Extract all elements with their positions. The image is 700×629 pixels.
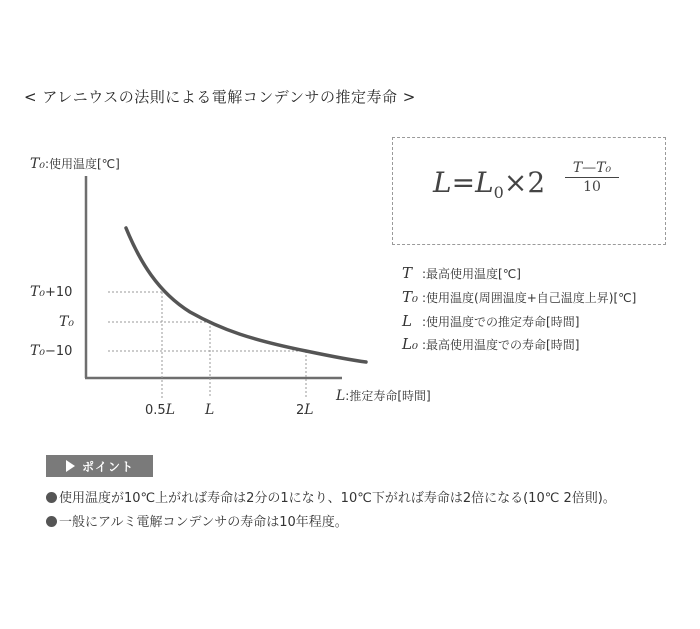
point-bullet-1: 使用温度が10℃上がれば寿命は2分の1になり、10℃下がれば寿命は2倍になる(10℃ 2倍則)。 [46, 487, 616, 506]
legend-item-t: T :最高使用温度[℃] [402, 264, 521, 282]
page-title: < アレニウスの法則による電解コンデンサの推定寿命 > [24, 88, 416, 106]
formula-eq: = [451, 166, 476, 199]
x-axis-label: L:推定寿命[時間] [336, 388, 431, 404]
y-axis-label: T₀:使用温度[℃] [30, 156, 120, 172]
x-tick-2l: 2L [296, 402, 314, 418]
arrhenius-formula [433, 166, 545, 202]
x-tick-half-l: 0.5L [145, 402, 175, 418]
formula-box [392, 137, 666, 245]
point-badge [46, 455, 153, 477]
legend-item-t0: T₀ :使用温度(周囲温度+自己温度上昇)[℃] [402, 288, 637, 306]
y-tick-minus10: T₀−10 [30, 343, 73, 359]
bullet-dot-icon [46, 516, 57, 527]
x-tick-l: L [205, 402, 215, 418]
point-label: ポイント [82, 460, 135, 474]
play-arrow-icon [66, 460, 75, 472]
formula-base: 2 [527, 166, 546, 199]
legend-item-l0: L₀ :最高使用温度での寿命[時間] [402, 335, 580, 353]
formula-times: × [503, 166, 528, 199]
y-tick-plus10: T₀+10 [30, 284, 73, 300]
exponent-numerator: T—T₀ [565, 160, 619, 178]
formula-exponent [565, 160, 619, 195]
point-bullet-2: 一般にアルミ電解コンデンサの寿命は10年程度。 [46, 511, 348, 530]
formula-lhs: L [433, 166, 452, 199]
exponent-denominator: 10 [583, 179, 601, 195]
bullet-dot-icon [46, 492, 57, 503]
formula-l0: L [475, 166, 494, 199]
formula-l0-sub: 0 [493, 183, 504, 202]
legend-item-l: L :使用温度での推定寿命[時間] [402, 312, 580, 330]
y-tick-t0: T₀ [59, 314, 74, 330]
